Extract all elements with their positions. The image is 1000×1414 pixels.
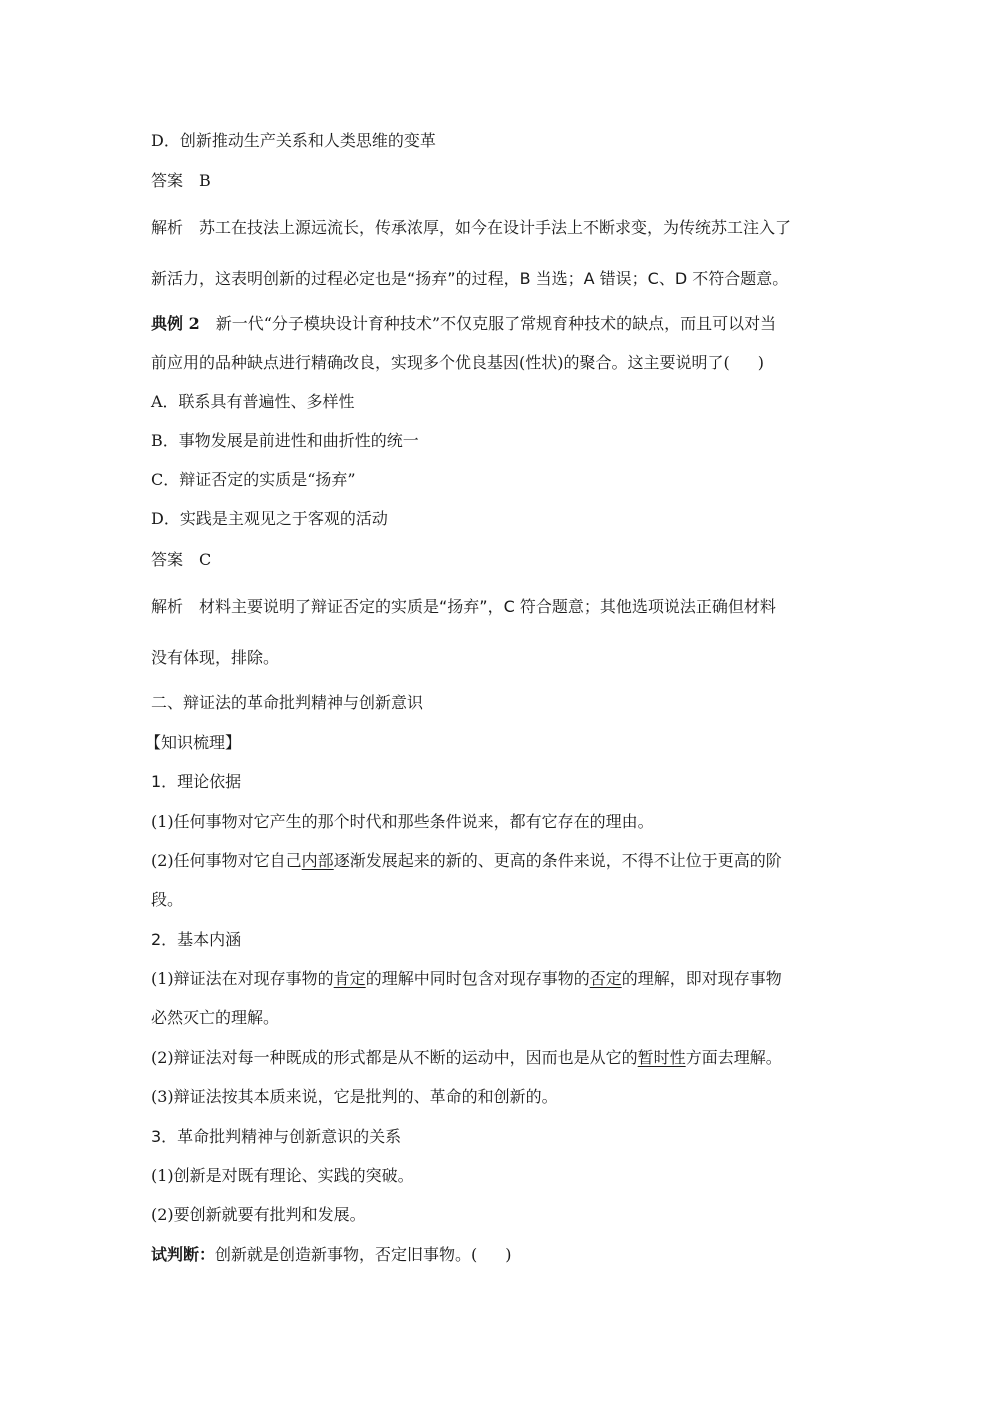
option-b: B．事物发展是前进性和曲折性的统一 (151, 431, 419, 450)
point-3-item-1: (1)创新是对既有理论、实践的突破。 (151, 1166, 414, 1185)
point-2-item-3: (3)辩证法按其本质来说，它是批判的、革命的和创新的。 (151, 1087, 558, 1106)
underlined-term: 否定 (589, 969, 622, 988)
close-paren: ) (757, 353, 764, 372)
point-2-title: 2．基本内涵 (151, 930, 242, 949)
section-2-title: 二、辩证法的革命批判精神与创新意识 (151, 693, 424, 712)
option-d: D．实践是主观见之于客观的活动 (151, 509, 388, 528)
judge-question (151, 1245, 512, 1265)
point-2-item-1-cont: 必然灭亡的理解。 (151, 1008, 280, 1027)
option-d-previous: D．创新推动生产关系和人类思维的变革 (151, 131, 436, 150)
example-text-cont: 前应用的品种缺点进行精确改良，实现多个优良基因(性状)的聚合。这主要说明了( (151, 353, 730, 372)
analysis-1-line-2: 新活力，这表明创新的过程必定也是“扬弃”的过程，B 当选；A 错误；C、D 不符合题意。 (151, 269, 789, 288)
underlined-term: 内部 (301, 851, 334, 870)
knowledge-header: 【知识梳理】 (145, 733, 242, 752)
point-2-item-2 (151, 1048, 782, 1068)
point-3-item-2: (2)要创新就要有批判和发展。 (151, 1205, 366, 1224)
example-2-line-2 (151, 353, 764, 373)
point-3-title: 3．革命批判精神与创新意识的关系 (151, 1127, 402, 1146)
point-1-item-1: (1)任何事物对它产生的那个时代和那些条件说来，都有它存在的理由。 (151, 812, 654, 831)
text: 的理解，即对现存事物 (621, 969, 782, 988)
point-1-title: 1．理论依据 (151, 772, 242, 791)
analysis-2-line-2: 没有体现，排除。 (151, 648, 280, 667)
option-a: A．联系具有普遍性、多样性 (151, 392, 355, 411)
answer-label: 答案 (151, 550, 184, 569)
underlined-term: 肯定 (333, 969, 366, 988)
example-2-line-1 (151, 314, 776, 334)
answer-1 (151, 171, 211, 191)
answer-2 (151, 550, 211, 570)
example-label: 典例 2 (151, 314, 200, 333)
text: 的理解中同时包含对现存事物的 (365, 969, 590, 988)
answer-value: B (199, 171, 211, 190)
point-1-item-2 (151, 851, 782, 871)
analysis-text: 苏工在技法上源远流长，传承浓厚，如今在设计手法上不断求变，为传统苏工注入了 (199, 218, 792, 237)
analysis-label: 解析 (151, 597, 184, 616)
analysis-text: 材料主要说明了辩证否定的实质是“扬弃”，C 符合题意；其他选项说法正确但材料 (199, 597, 776, 616)
text: (2)任何事物对它自己 (151, 851, 302, 870)
option-c: C．辩证否定的实质是“扬弃” (151, 470, 356, 489)
text: (2)辩证法对每一种既成的形式都是从不断的运动中，因而也是从它的 (151, 1048, 638, 1067)
text: 逐渐发展起来的新的、更高的条件来说，不得不让位于更高的阶 (333, 851, 782, 870)
close-paren: ) (505, 1245, 512, 1264)
analysis-label: 解析 (151, 218, 184, 237)
answer-value: C (199, 550, 212, 569)
answer-label: 答案 (151, 171, 184, 190)
judge-text: 创新就是创造新事物，否定旧事物。( (215, 1245, 478, 1264)
underlined-term: 暂时性 (637, 1048, 686, 1067)
example-text: 新一代“分子模块设计育种技术”不仅克服了常规育种技术的缺点，而且可以对当 (215, 314, 777, 333)
point-2-item-1 (151, 969, 782, 989)
text: 方面去理解。 (685, 1048, 782, 1067)
judge-label: 试判断： (151, 1245, 216, 1264)
text: (1)辩证法在对现存事物的 (151, 969, 334, 988)
analysis-1-line-1 (151, 218, 791, 238)
point-1-item-2-cont: 段。 (151, 890, 184, 909)
analysis-2-line-1 (151, 597, 776, 617)
